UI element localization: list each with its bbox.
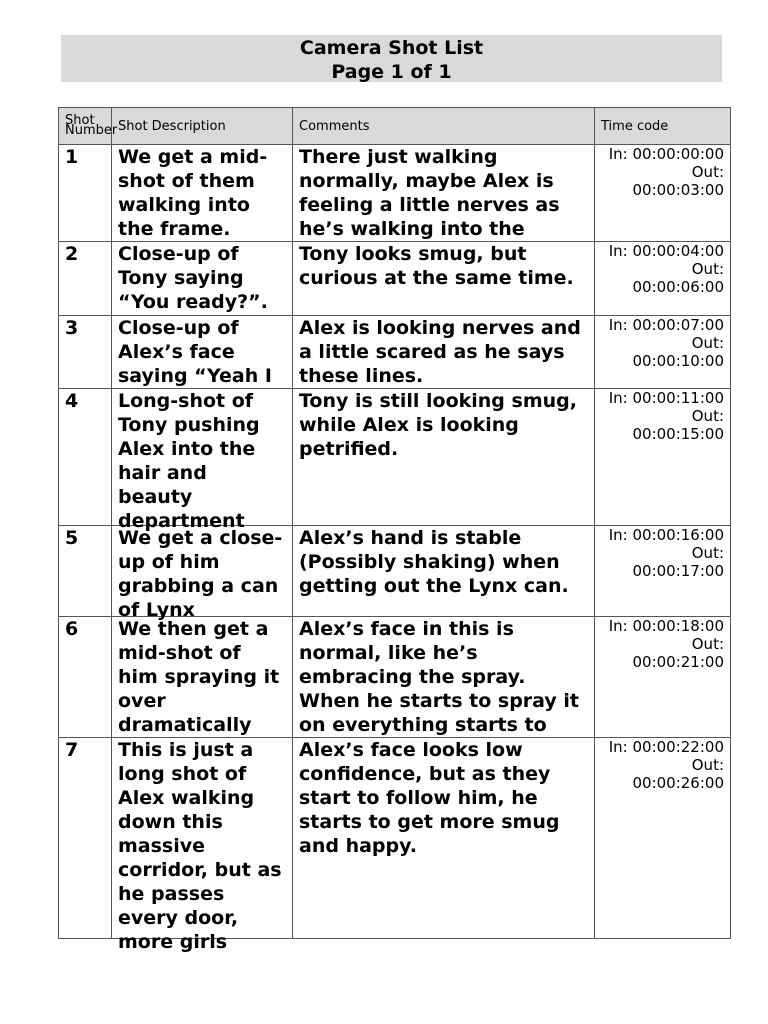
time-in: In: 00:00:04:00 [608, 242, 724, 260]
shot-description: We then get a mid-shot of him spraying it over dramatically [118, 618, 280, 736]
shot-list-table [58, 107, 731, 953]
shot-number: 2 [59, 242, 112, 316]
time-out: Out: 00:00:03:00 [632, 163, 724, 199]
shot-description: We get a mid-shot of them walking into the frame. [118, 146, 268, 240]
shot-comments: Alex’s face in this is normal, like he’s embracing the spray. When he starts to spray it on everything starts to [299, 618, 579, 736]
table-row [59, 145, 731, 242]
shot-description: Close-up of Alex’s face saying “Yeah I [118, 317, 272, 387]
document-title: Camera Shot List [299, 37, 484, 59]
title-banner [61, 35, 722, 82]
time-in: In: 00:00:22:00 [608, 738, 724, 756]
shot-number: 6 [59, 617, 112, 738]
time-code [595, 389, 731, 526]
shot-number: 7 [59, 738, 112, 939]
time-in: In: 00:00:07:00 [608, 316, 724, 334]
table-row [59, 738, 731, 939]
table-row [59, 389, 731, 526]
header-shot-number: Shot Number [59, 108, 112, 145]
shot-number: 3 [59, 316, 112, 389]
time-out: Out: 00:00:17:00 [632, 544, 724, 580]
shot-comments: Alex’s hand is stable (Possibly shaking) when getting out the Lynx can. [299, 527, 569, 597]
time-code [595, 617, 731, 738]
header-time-code: Time code [595, 108, 731, 145]
time-in: In: 00:00:00:00 [608, 145, 724, 163]
time-out: Out: 00:00:26:00 [632, 756, 724, 792]
shot-description: We get a close-up of him grabbing a can of Lynx [118, 527, 283, 621]
header-shot-description: Shot Description [112, 108, 293, 145]
time-out: Out: 00:00:15:00 [632, 407, 724, 443]
time-code [595, 738, 731, 939]
shot-number: 5 [59, 526, 112, 617]
time-code [595, 242, 731, 316]
shot-description: Close-up of Tony saying “You ready?”. [118, 243, 268, 313]
time-code [595, 145, 731, 242]
time-out: Out: 00:00:06:00 [632, 260, 724, 296]
time-code [595, 526, 731, 617]
table-row [59, 526, 731, 617]
header-comments: Comments [293, 108, 595, 145]
time-out: Out: 00:00:10:00 [632, 334, 724, 370]
shot-comments: There just walking normally, maybe Alex is feeling a little nerves as he’s walking into the [299, 146, 560, 240]
shot-comments: Tony looks smug, but curious at the same time. [299, 243, 574, 289]
time-in: In: 00:00:11:00 [608, 389, 724, 407]
time-out: Out: 00:00:21:00 [632, 635, 724, 671]
shot-description: This is just a long shot of Alex walking down this massive corridor, but as he passes every door, more girls [118, 739, 282, 953]
table-row [59, 242, 731, 316]
table-row [59, 617, 731, 738]
shot-comments: Tony is still looking smug, while Alex is looking petrified. [299, 390, 577, 460]
time-code [595, 316, 731, 389]
table-row [59, 316, 731, 389]
shot-description: Long-shot of Tony pushing Alex into the hair and beauty department [118, 390, 260, 532]
shot-comments: Alex is looking nerves and a little scared as he says these lines. [299, 317, 581, 387]
shot-comments: Alex’s face looks low confidence, but as they start to follow him, he starts to get more smug and happy. [299, 739, 560, 857]
table-header-row [59, 108, 731, 145]
shot-number: 1 [59, 145, 112, 242]
page-indicator: Page 1 of 1 [331, 61, 452, 83]
time-in: In: 00:00:16:00 [608, 526, 724, 544]
shot-number: 4 [59, 389, 112, 526]
time-in: In: 00:00:18:00 [608, 617, 724, 635]
